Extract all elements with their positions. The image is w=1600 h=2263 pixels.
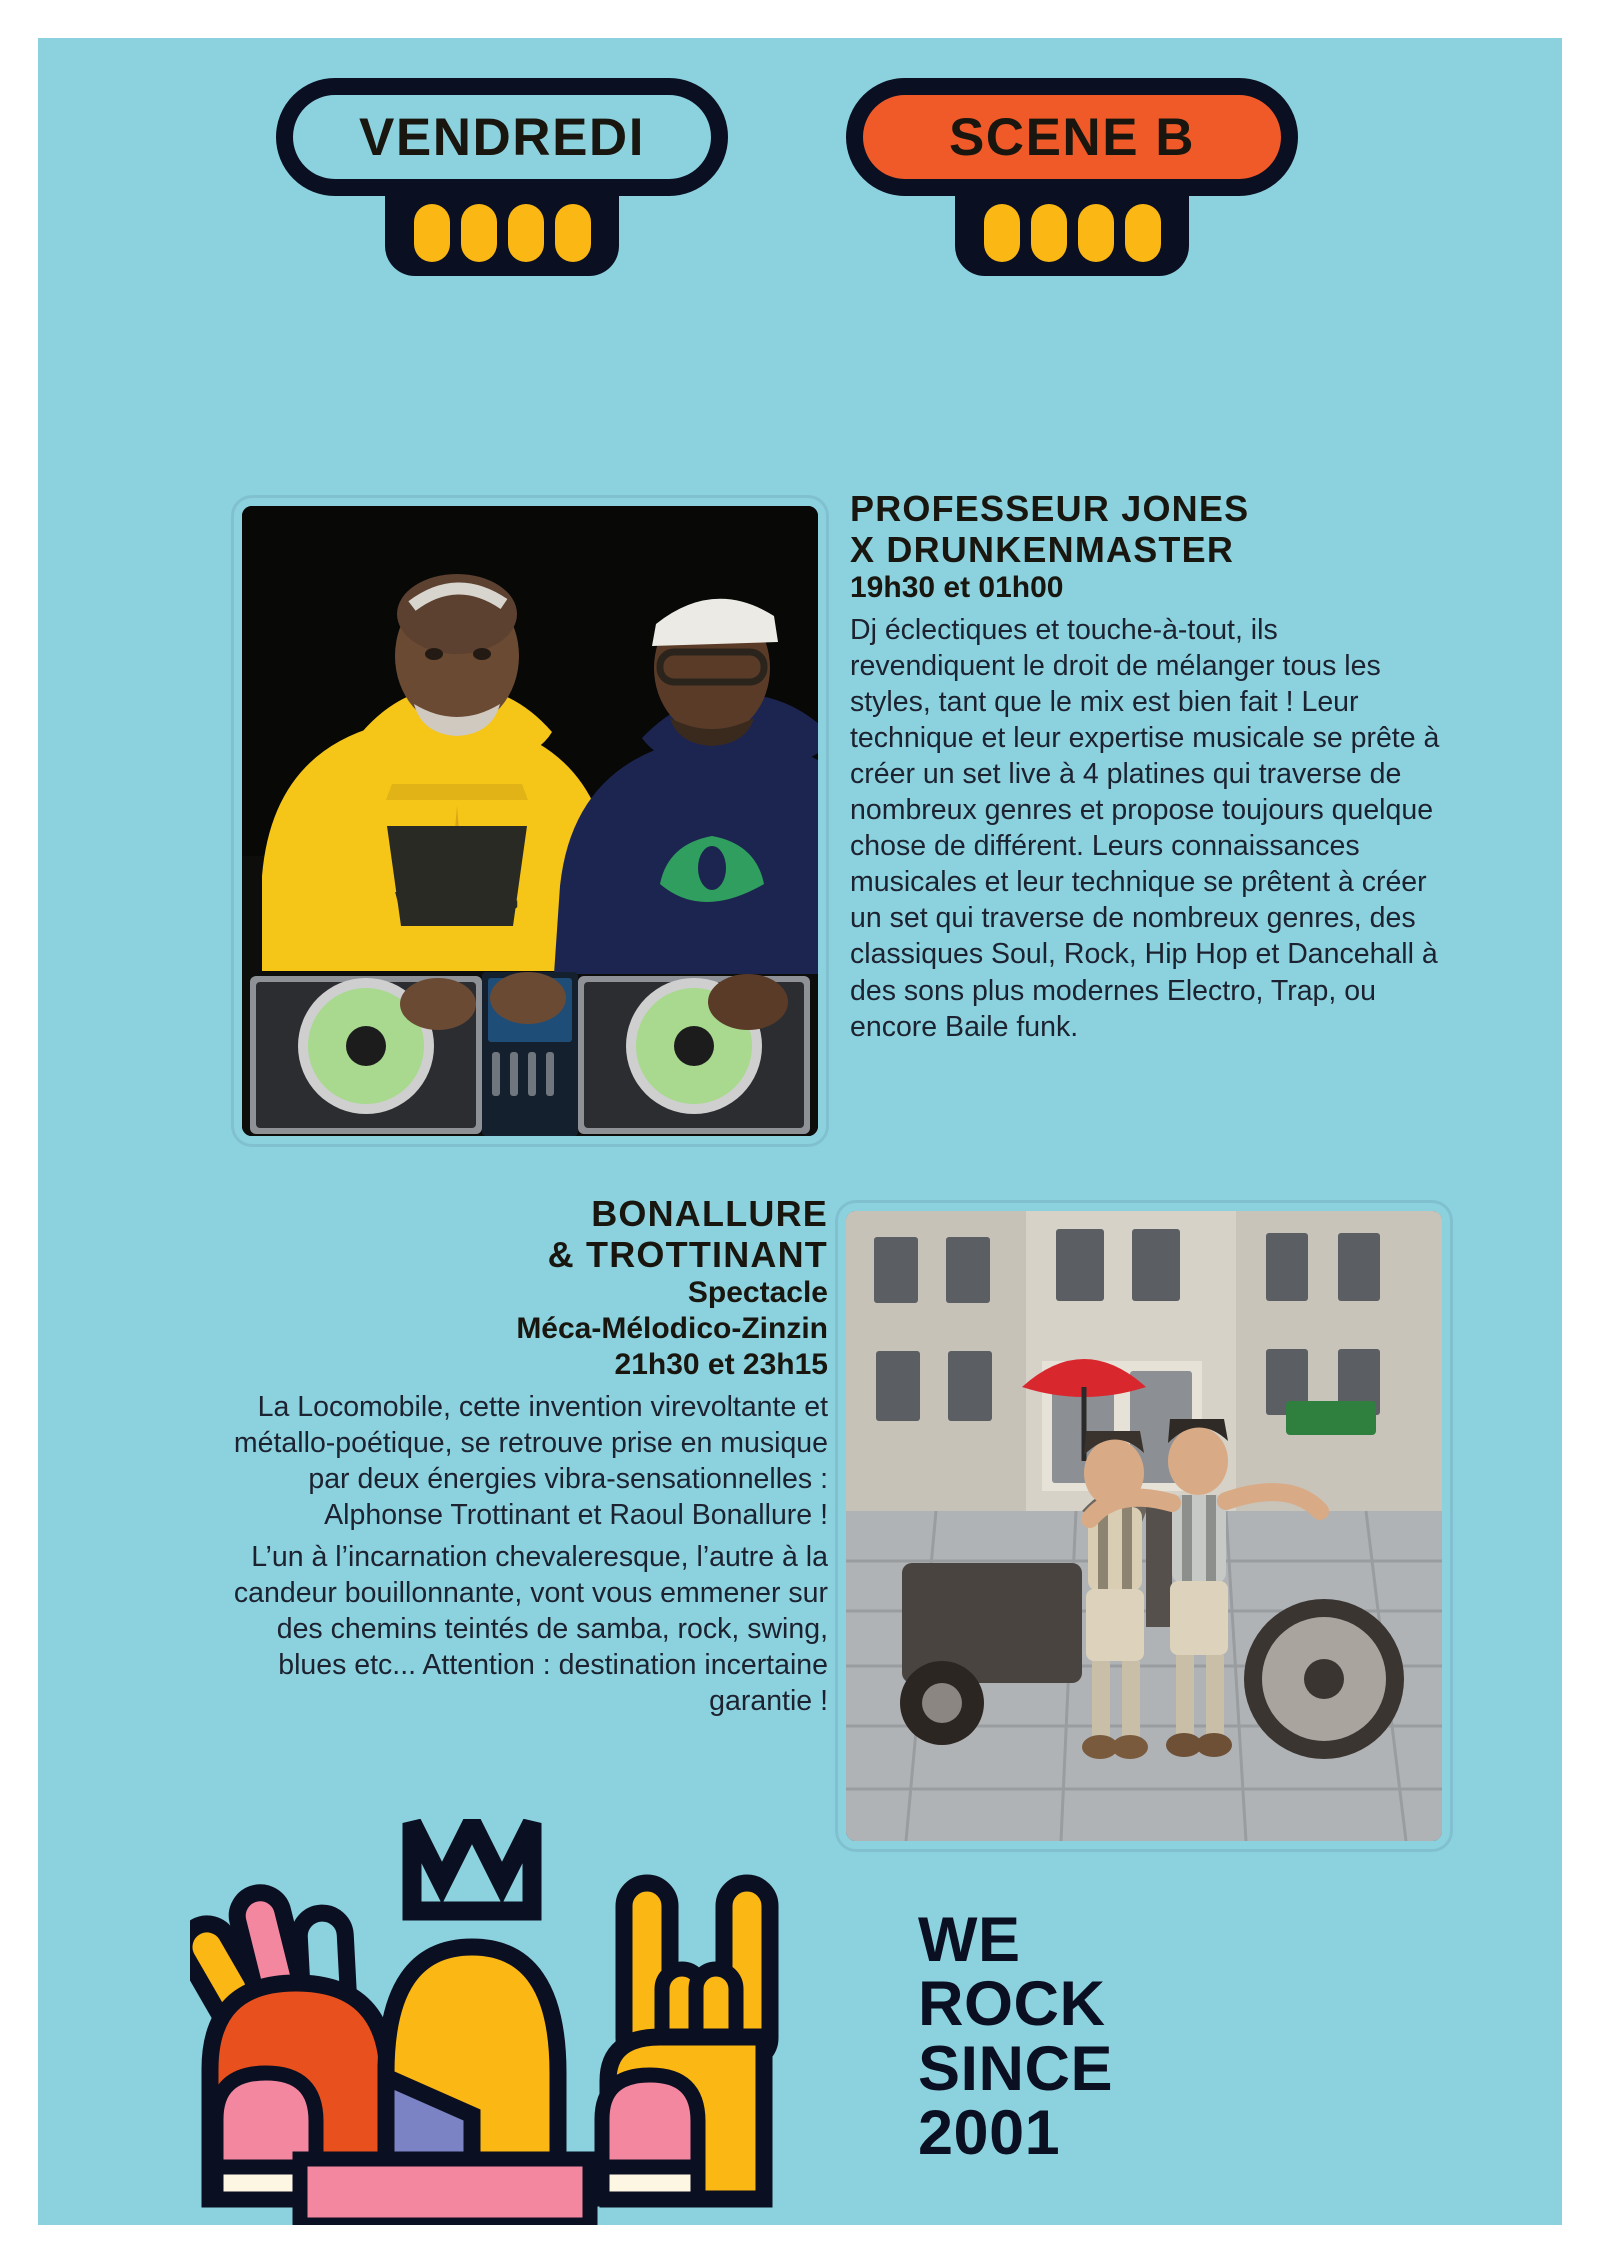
stage-badge-label: SCENE B: [948, 107, 1196, 167]
tagline-line-3: SINCE: [918, 2033, 1114, 2104]
day-badge-label: VENDREDI: [359, 107, 645, 167]
day-badge[interactable]: [276, 78, 728, 196]
badge-leg: [414, 204, 450, 262]
act-2-name-line1: BONALLURE: [591, 1193, 828, 1234]
act-section-1: [38, 488, 1562, 1138]
poster-canvas: [38, 38, 1562, 2225]
act-2-photo: [838, 1203, 1450, 1849]
act-2-text: [218, 1193, 828, 1719]
act-1-times: 19h30 et 01h00: [850, 571, 1064, 605]
act-2-description-p2: L’un à l’incarnation chevaleresque, l’autre à la candeur bouillonnante, vont vous emmener sur des chemins teintés de samba, rock, swing, blues etc... Attention : destination incertaine garantie !: [233, 1541, 828, 1718]
act-2-name: [218, 1193, 828, 1275]
act-2-name-line2: & TROTTINANT: [547, 1234, 828, 1276]
act-2-subtitle-line1: Spectacle: [687, 1276, 828, 1310]
we-rock-hands-logo: [190, 1819, 790, 2225]
tagline-line-2: ROCK: [918, 1969, 1106, 2040]
tagline-line-4: 2001: [918, 2097, 1061, 2168]
stage-badge[interactable]: [846, 78, 1298, 196]
day-badge-pill: [276, 78, 728, 196]
rock-horns-hand-icon: [602, 1883, 770, 2199]
badge-leg: [555, 204, 591, 262]
act-1-text: [850, 488, 1442, 1045]
badge-leg: [1125, 204, 1161, 262]
badge-legs: [385, 182, 619, 276]
badge-legs: [955, 182, 1189, 276]
act-1-photo: [234, 498, 826, 1144]
crown-icon: [412, 1823, 532, 1911]
act-1-name: [850, 488, 1442, 570]
street-performers-illustration: [846, 1211, 1442, 1841]
badge-leg: [461, 204, 497, 262]
dj-duo-illustration: [242, 506, 818, 1136]
act-section-2: [38, 1193, 1562, 1833]
act-2-description-p1: La Locomobile, cette invention virevoltante et métallo-poétique, se retrouve prise en musique par deux énergies vibra-sensationnelles : Alphonse Trottinant et Raoul Bonallure !: [233, 1391, 828, 1532]
tagline: [918, 1905, 1114, 2168]
act-1-name-line1: PROFESSEUR JONES: [850, 488, 1250, 529]
act-2-subtitle-line2: Méca-Mélodico-Zinzin: [516, 1312, 828, 1346]
svg-text:WU-TANG: WU-TANG: [395, 886, 519, 916]
badge-leg: [508, 204, 544, 262]
act-1-name-line2: X DRUNKENMASTER: [850, 529, 1235, 571]
tagline-line-1: WE: [918, 1905, 1021, 1975]
badge-leg: [1078, 204, 1114, 262]
act-2-times: 21h30 et 23h15: [614, 1348, 828, 1382]
footer: [38, 1785, 1562, 2225]
act-2-subtitle: [218, 1275, 828, 1383]
badge-leg: [984, 204, 1020, 262]
act-1-description: Dj éclectiques et touche-à-tout, ils revendiquent le droit de mélanger tous les styles, tant que le mix est bien fait ! Leur technique et leur expertise musicale se prête à créer un set live à 4 platines qui traverse de nombreux genres et propose toujours quelque chose de différent. Leurs connaissances musicales et leur technique se prêtent à créer un set qui traverse de nombreux genres, des classiques Soul, Rock, Hip Hop et Dancehall à des sons plus modernes Electro, Trap, ou encore Baile funk.: [850, 614, 1440, 1043]
header-badges: [38, 38, 1562, 358]
stage-badge-pill: [846, 78, 1298, 196]
badge-leg: [1031, 204, 1067, 262]
